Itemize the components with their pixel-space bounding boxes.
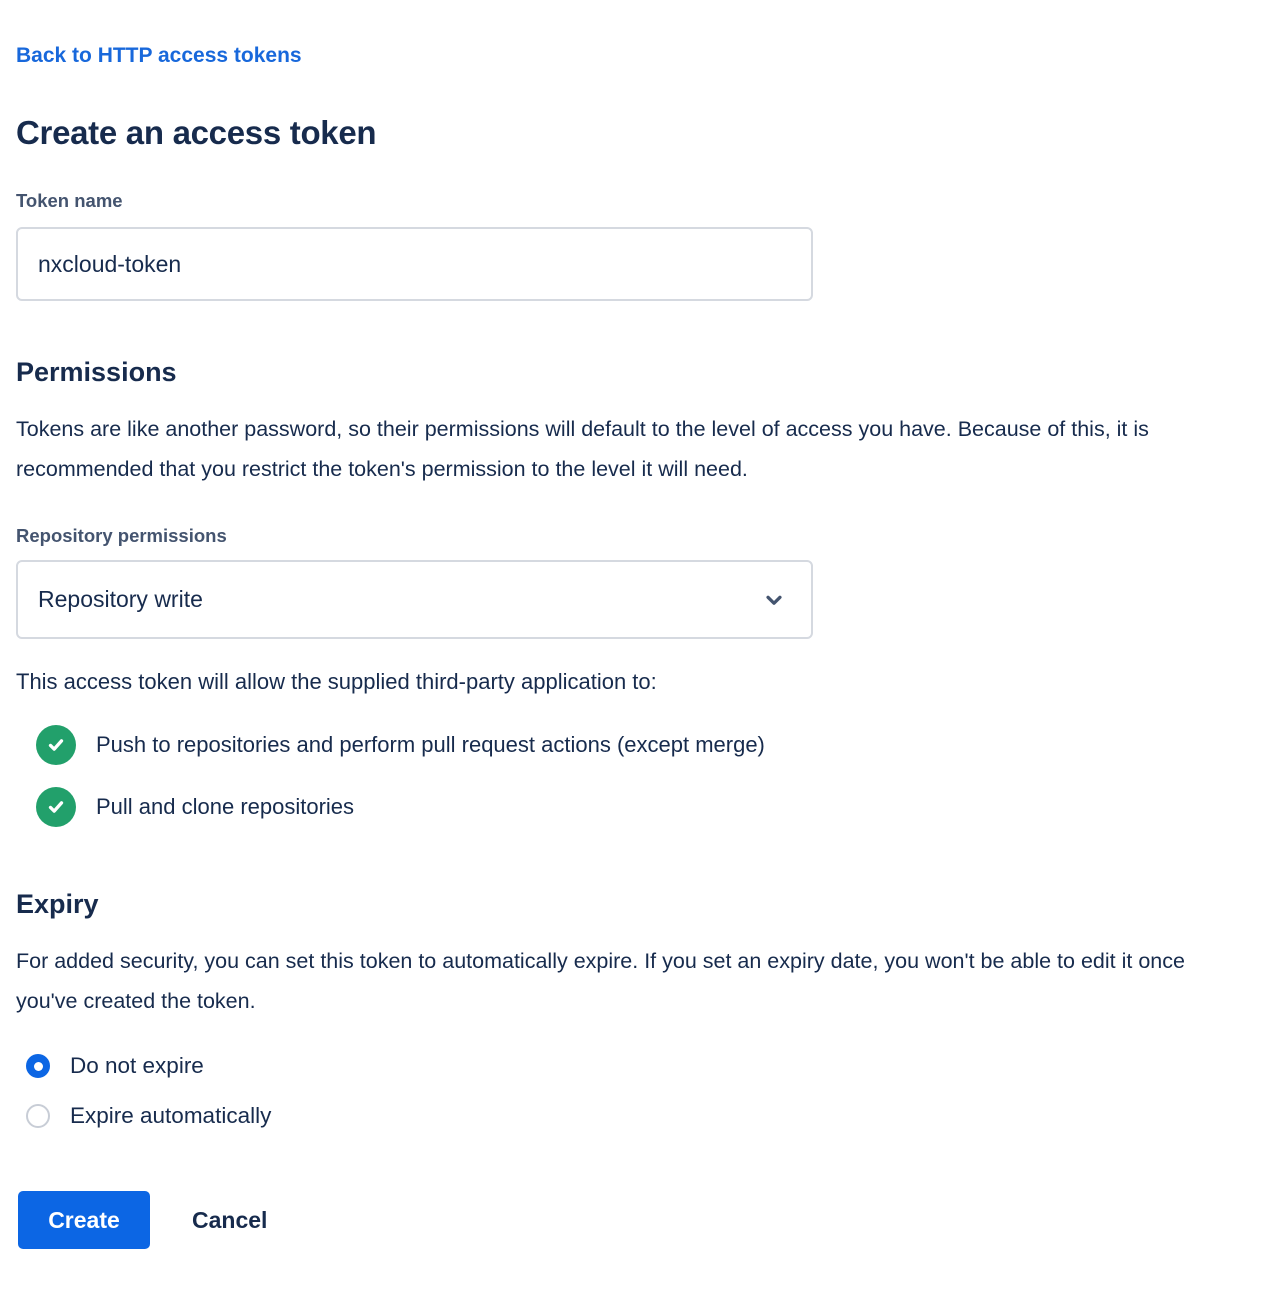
capability-list	[16, 725, 1258, 827]
expiry-heading: Expiry	[16, 889, 99, 919]
expiry-radio-group	[16, 1053, 1258, 1129]
token-name-label: Token name	[16, 190, 123, 211]
permissions-description: Tokens are like another password, so their permissions will default to the level of access you have. Because of this, it is recommended that you restrict the token's permission to the level it will need.	[16, 417, 1149, 481]
capability-text: Push to repositories and perform pull request actions (except merge)	[96, 732, 765, 757]
repository-permissions-label: Repository permissions	[16, 525, 227, 546]
capability-item	[16, 725, 1258, 765]
back-to-http-access-tokens-link[interactable]: Back to HTTP access tokens	[16, 44, 302, 67]
radio-option-do-not-expire[interactable]	[16, 1053, 1258, 1079]
expiry-description: For added security, you can set this token to automatically expire. If you set an expiry date, you won't be able to edit it once you've created the token.	[16, 949, 1185, 1013]
repository-permissions-selected-value: Repository write	[38, 586, 203, 612]
capability-item	[16, 787, 1258, 827]
form-actions	[16, 1191, 1258, 1269]
cancel-button[interactable]: Cancel	[192, 1206, 268, 1233]
radio-unselected-icon[interactable]	[26, 1104, 50, 1128]
radio-option-expire-automatically[interactable]	[16, 1103, 1258, 1129]
radio-label: Expire automatically	[70, 1103, 272, 1128]
radio-label: Do not expire	[70, 1053, 204, 1078]
create-button[interactable]: Create	[18, 1191, 150, 1249]
repository-permissions-select[interactable]	[16, 560, 813, 639]
access-token-allow-intro: This access token will allow the supplied third-party application to:	[16, 669, 657, 694]
token-name-input[interactable]	[16, 227, 813, 301]
radio-selected-icon[interactable]	[26, 1054, 50, 1078]
check-circle-icon	[36, 787, 76, 827]
capability-text: Pull and clone repositories	[96, 794, 355, 819]
chevron-down-icon	[761, 587, 787, 613]
permissions-heading: Permissions	[16, 357, 177, 387]
page-title: Create an access token	[16, 114, 377, 151]
check-circle-icon	[36, 725, 76, 765]
